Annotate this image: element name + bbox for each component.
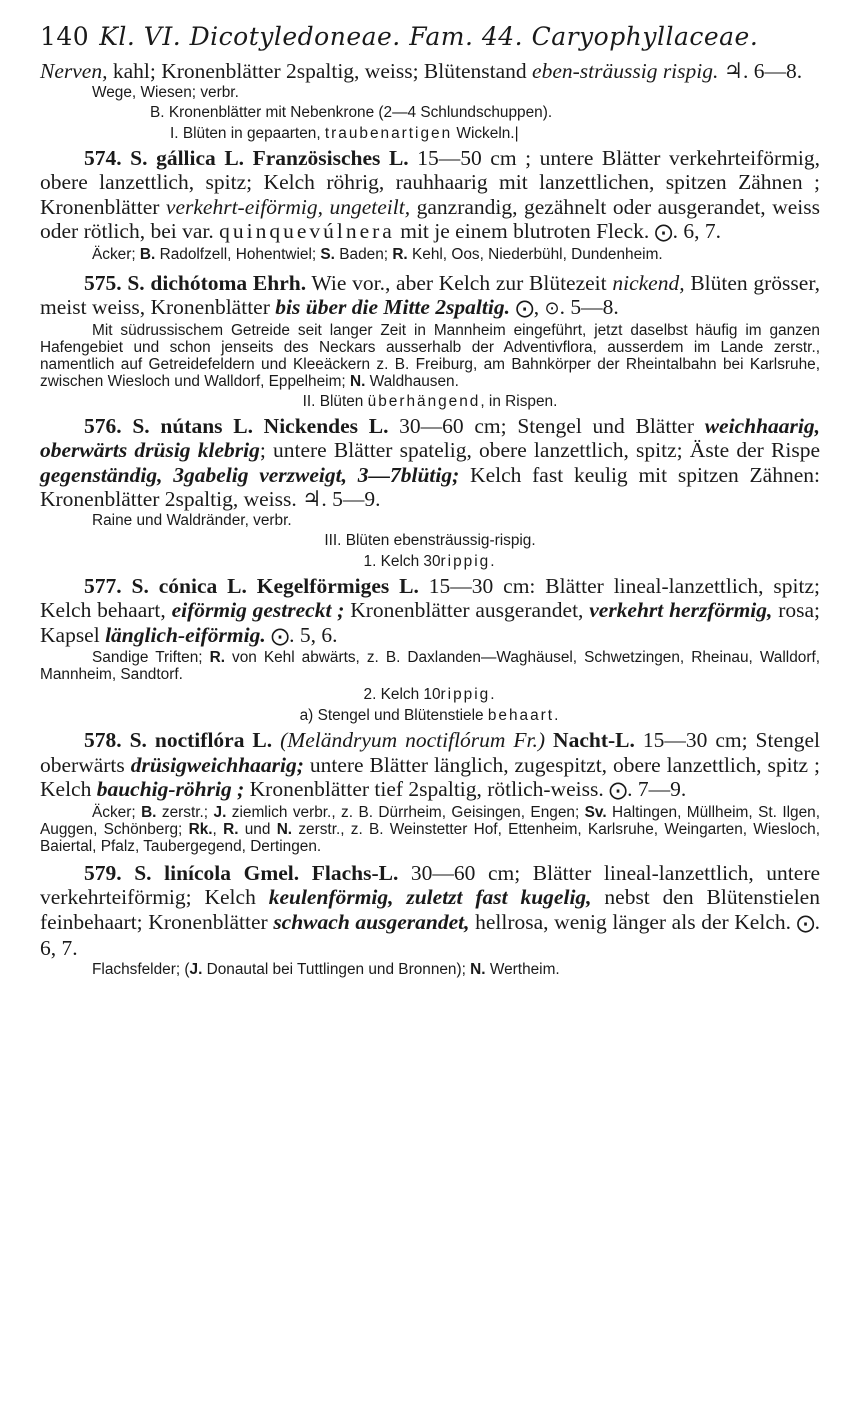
species-name: 579. S. linícola Gmel.: [84, 860, 300, 885]
annual-symbol-icon: ⨀: [654, 222, 673, 243]
locality-578: Äcker; B. zerstr.; J. ziemlich verbr., z. B. Dürrheim, Geisingen, Engen; Sv. Haltingen, Müllheim, St. Ilgen, Auggen, Schönberg; Rk., R. und N. zerstr., z. B. Weinstetter Hof, Ettenheim, Karlsruhe, Weingarten, Wiesloch, Baiertal, Pfalz, Taubergegend, Dertingen.: [40, 803, 820, 855]
common-name: Nacht-L.: [545, 728, 635, 752]
species-entry-578: 578. S. noctiflóra L. (Meländryum noctiflórum Fr.) Nacht-L. 15—30 cm; Stengel oberwärts drüsigweichhaarig; untere Blätter länglich, zugespitzt, obere lanzettlich, spitz ; Kelch bauchig-röhrig ; Kronenblätter tief 2spaltig, rötlich-weiss. ⨀. 7—9.: [40, 728, 821, 801]
locality-576: Raine und Waldränder, verbr.: [92, 511, 292, 529]
species-entry-575: 575. S. dichótoma Ehrh. Wie vor., aber Kelch zur Blütezeit nickend, Blüten grösser, meist weiss, Kronenblätter bis über die Mitte 2spaltig. ⨀, ⊙. 5—8.: [40, 270, 820, 319]
annual-symbol-icon: ⨀: [509, 298, 534, 319]
common-name: Flachs-L.: [311, 860, 399, 885]
locality-574: Äcker; B. Radolfzell, Hohentwiel; S. Baden; R. Kehl, Oos, Niederbühl, Dundenheim.: [92, 245, 663, 263]
annual-symbol-icon: ⨀: [271, 625, 290, 647]
species-entry-576: 576. S. nútans L. Nickendes L. 30—60 cm; Stengel und Blätter weichhaarig, oberwärts drüsig klebrig; untere Blätter spatelig, obere lanzettlich, spitz; Äste der Rispe gegenständig, 3gabelig verzweigt, 3—7blütig; Kelch fast keulig mit spitzen Zähnen: Kronenblätter 2spaltig, weiss. ♃. 5—9.: [40, 413, 820, 511]
continuation-text: Nerven, kahl; Kronenblätter 2spaltig, weiss; Blütenstand eben-sträussig rispig. ♃. 6—8.: [40, 59, 803, 83]
annual-symbol-icon: ⨀: [609, 780, 628, 801]
page-header: [40, 22, 820, 51]
locality-line: Wege, Wiesen; verbr.: [92, 83, 239, 101]
species-name: 575. S. dichótoma Ehrh.: [84, 270, 307, 295]
section-heading-a: a) Stengel und Blütenstiele behaart.: [299, 707, 561, 724]
document-page: [40, 22, 820, 978]
running-title: Kl. VI. Dicotyledoneae. Fam. 44. Caryophyllaceae.: [99, 22, 759, 51]
species-entry-574: 574. S. gállica L. Französisches L. 15—50 cm ; untere Blätter verkehrteiförmig, obere lanzettlich, spitz; Kelch röhrig, rauhhaarig mit lanzettlichen, spitzen Zähnen ; Kronenblätter verkehrt-eiförmig, ungeteilt, ganzrandig, gezähnelt oder ausgerandet, weiss oder rötlich, bei var. quinquevúlnera mit je einem blutroten Fleck. ⨀. 6, 7.: [40, 145, 821, 243]
biennial-symbol-icon: ⊙: [544, 298, 560, 319]
species-name: 578. S. noctiflóra L.: [84, 728, 273, 752]
page-number: 140: [40, 22, 90, 51]
section-heading-1: 1. Kelch 30rippig.: [363, 552, 497, 570]
locality-575: Mit südrussischem Getreide seit langer Zeit in Mannheim eingeführt, jetzt daselbst häufig im ganzen Hafengebiet und schon jenseits des Neckars ausserhalb der Adventivflora, ausserdem im Lande zerstr., namentlich auf Getreidefeldern und Kleeäckern z. B. Freiburg, am Bahnkörper der Rheintalbahn bei Karlsruhe, zwischen Wiesloch und Walldorf, Eppelheim; N. Waldhausen.: [40, 321, 820, 390]
locality-577: Sandige Triften; R. von Kehl abwärts, z. B. Daxlanden—Waghäusel, Schwetzingen, Rheinau, Walldorf, Mannheim, Sandtorf.: [40, 649, 821, 683]
common-name: Kegelförmiges L.: [256, 573, 419, 598]
species-name: 576. S. nútans L.: [84, 413, 253, 438]
section-heading-2: 2. Kelch 10rippig.: [363, 686, 497, 703]
locality-579: Flachsfelder; (J. Donautal bei Tuttlingen und Bronnen); N. Wertheim.: [92, 960, 560, 978]
common-name: Nickendes L.: [263, 413, 389, 438]
section-heading-iii: III. Blüten ebensträussig-rispig.: [324, 531, 536, 549]
common-name: Französisches L.: [252, 145, 409, 170]
synonym: (Meländryum noctiflórum Fr.): [272, 728, 546, 752]
annual-symbol-icon: ⨀: [796, 912, 815, 934]
species-name: 574. S. gállica L.: [84, 145, 245, 170]
section-heading-b: B. Kronenblätter mit Nebenkrone (2—4 Schlundschuppen).: [150, 103, 553, 121]
section-heading-ii: II. Blüten überhängend, in Rispen.: [302, 392, 558, 410]
species-name: 577. S. cónica L.: [84, 573, 247, 598]
species-entry-579: 579. S. linícola Gmel. Flachs-L. 30—60 cm; Blätter lineal-lanzettlich, untere verkehrteiförmig; Kelch keulenförmig, zuletzt fast kugelig, nebst den Blütenstielen feinbehaart; Kronenblätter schwach ausgerandet, hellrosa, wenig länger als der Kelch. ⨀. 6, 7.: [40, 860, 821, 960]
section-heading-i: I. Blüten in gepaarten, traubenartigen Wickeln.|: [170, 124, 519, 142]
species-entry-577: 577. S. cónica L. Kegelförmiges L. 15—30 cm: Blätter lineal-lanzettlich, spitz; Kelch behaart, eiförmig gestreckt ; Kronenblätter ausgerandet, verkehrt herzförmig, rosa; Kapsel länglich-eiförmig. ⨀. 5, 6.: [40, 573, 820, 647]
